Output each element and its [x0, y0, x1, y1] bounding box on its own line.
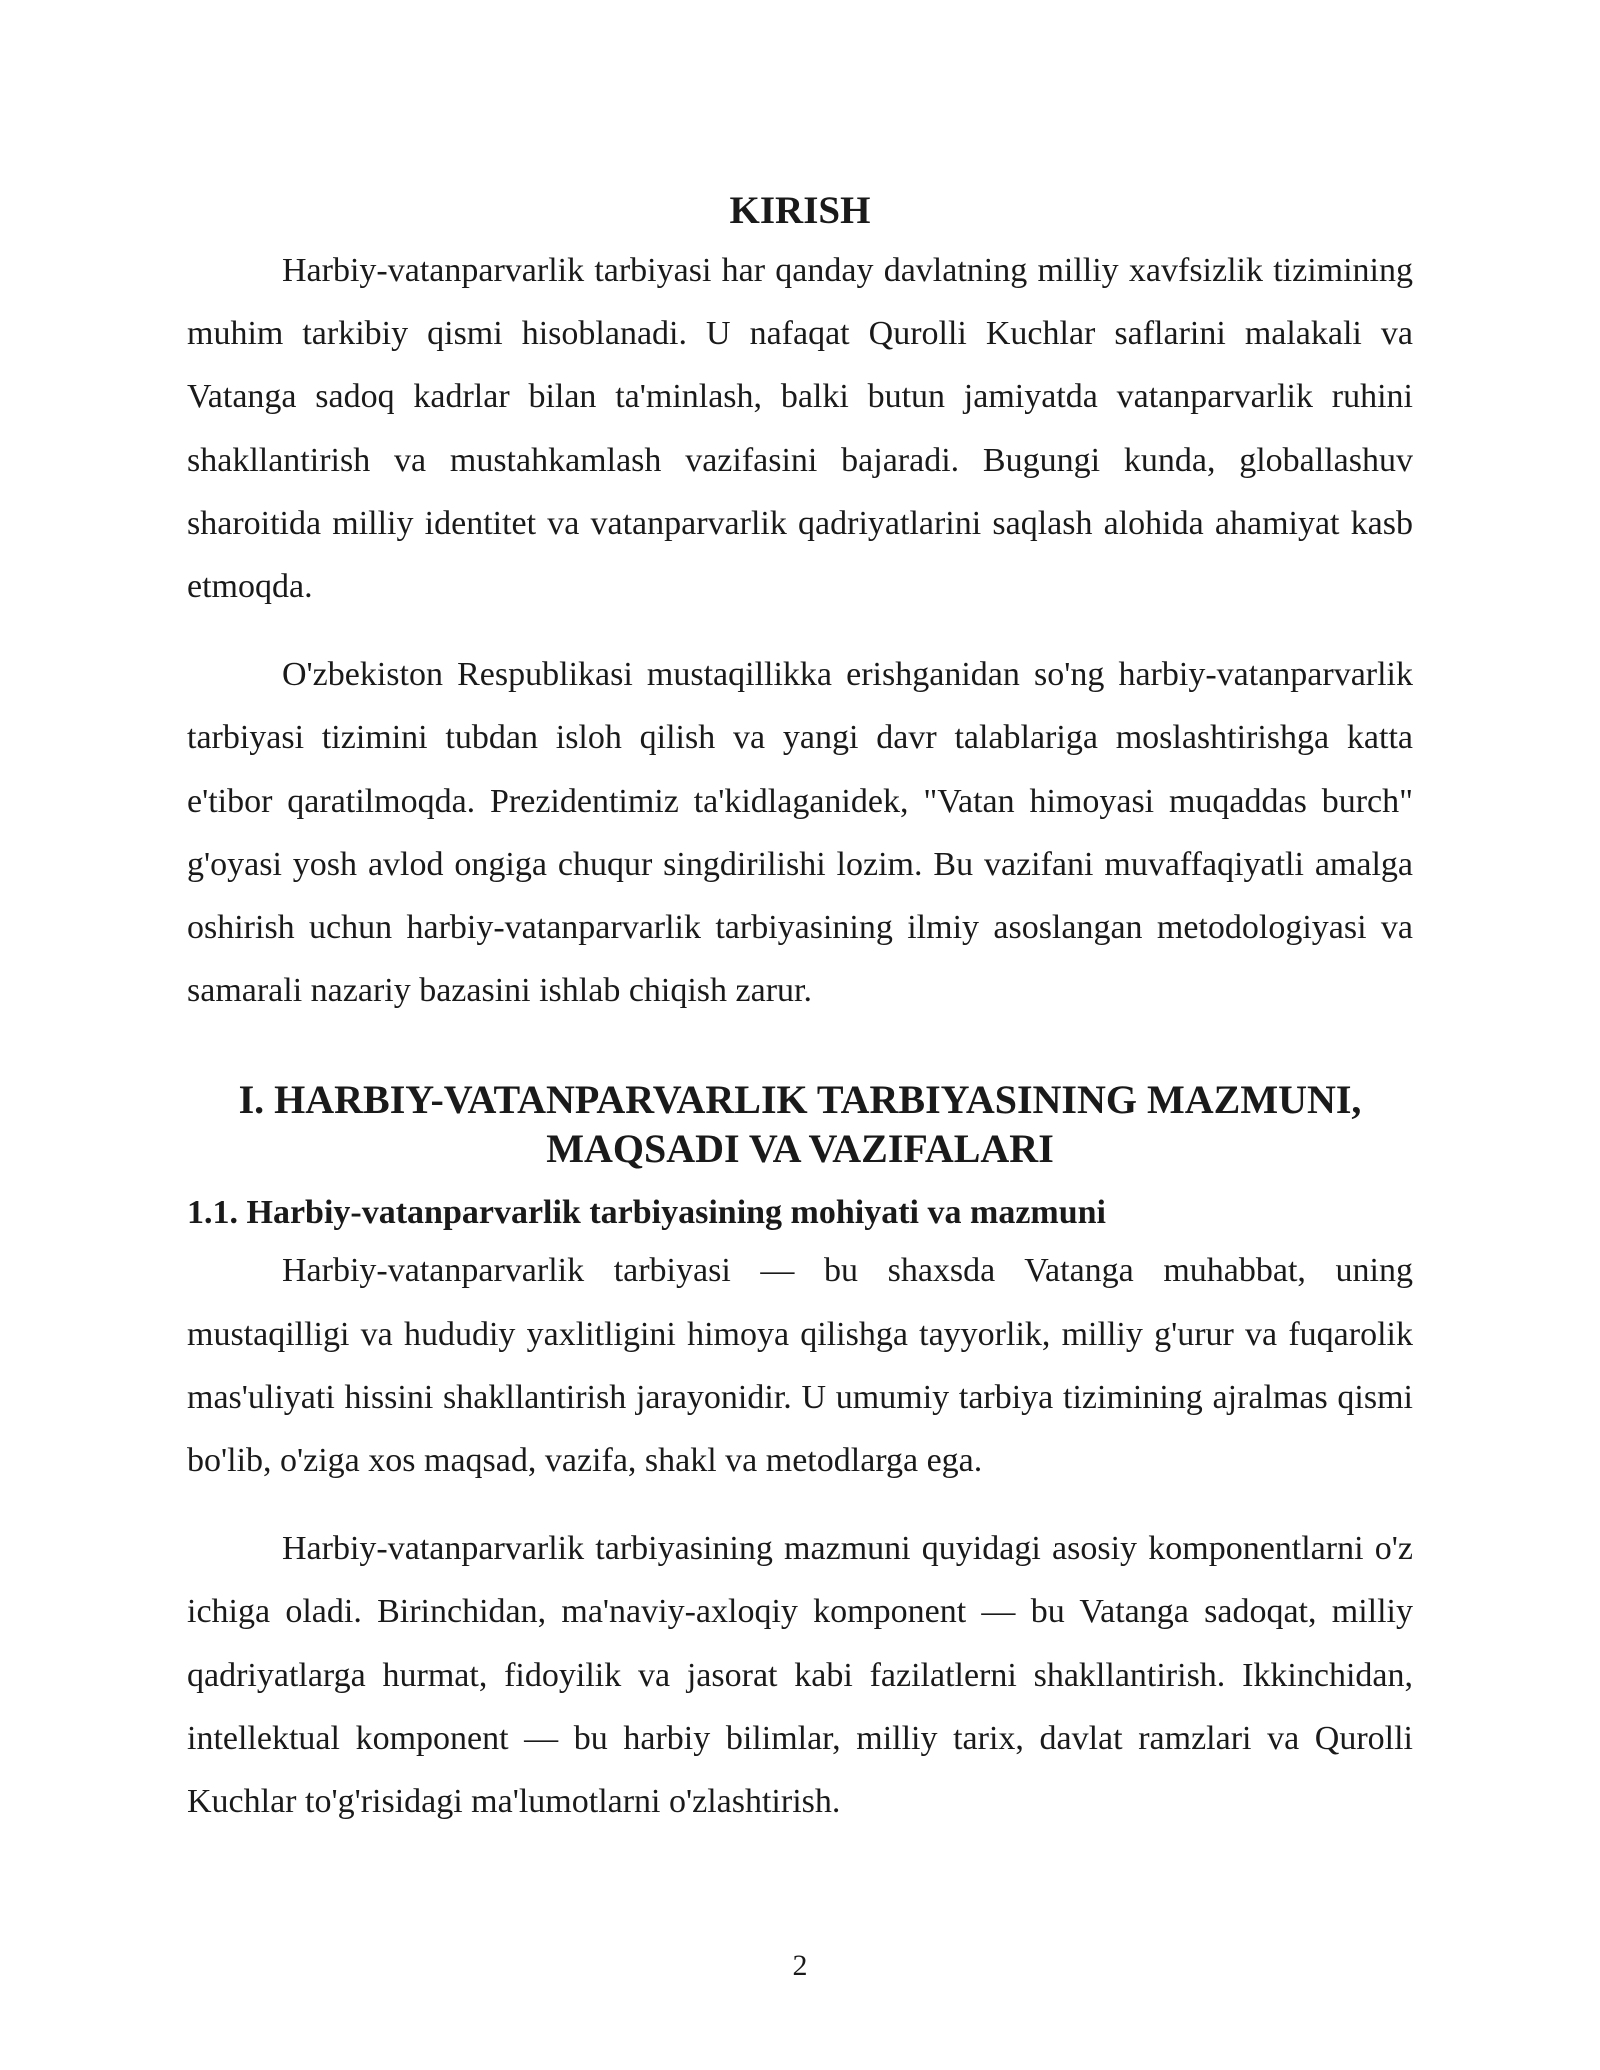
chapter-title-line-2: MAQSADI VA VAZIFALARI [546, 1126, 1054, 1172]
section-title: 1.1. Harbiy-vatanparvarlik tarbiyasining mohiyati va mazmuni [187, 1194, 1106, 1232]
section-paragraph-1: Harbiy-vatanparvarlik tarbiyasi — bu shaxsda Vatanga muhabbat, uning mustaqilligi va hududiy yaxlitligini himoya qilishga tayyorlik, milliy g'urur va fuqarolik mas'uliyati hissini shakllantirish jarayonidir. U umumiy tarbiya tizimining ajralmas qismi bo'lib, o'ziga xos maqsad, vazifa, shakl va metodlarga ega. [187, 1252, 1413, 1480]
chapter-title-line-1: I. HARBIY-VATANPARVARLIK TARBIYASINING MAZMUNI, [238, 1077, 1362, 1123]
intro-title: KIRISH [729, 189, 871, 232]
section-paragraph-2: Harbiy-vatanparvarlik tarbiyasining mazmuni quyidagi asosiy komponentlarni o'z ichiga oladi. Birinchidan, ma'naviy-axloqiy komponent — bu Vatanga sadoqat, milliy qadriyatlarga hurmat, fidoyilik va jasorat kabi fazilatlerni shakllantirish. Ikkinchidan, intellektual komponent — bu harbiy bilimlar, milliy tarix, davlat ramzlari va Qurolli Kuchlar to'g'risidagi ma'lumotlarni o'zlashtirish. [187, 1530, 1413, 1821]
intro-paragraph-2: O'zbekiston Respublikasi mustaqillikka erishganidan so'ng harbiy-vatanparvarlik tarbiyasi tizimini tubdan isloh qilish va yangi davr talablariga moslashtirishga katta e'tibor qaratilmoqda. Prezidentimiz ta'kidlaganidek, "Vatan himoyasi muqaddas burch" g'oyasi yosh avlod ongiga chuqur singdirilishi lozim. Bu vazifani muvaffaqiyatli amalga oshirish uchun harbiy-vatanparvarlik tarbiyasining ilmiy asoslangan metodologiyasi va samarali nazariy bazasini ishlab chiqish zarur. [187, 656, 1413, 1010]
intro-paragraph-1: Harbiy-vatanparvarlik tarbiyasi har qanday davlatning milliy xavfsizlik tizimining muhim tarkibiy qismi hisoblanadi. U nafaqat Qurolli Kuchlar saflarini malakali va Vatanga sadoq kadrlar bilan ta'minlash, balki butun jamiyatda vatanparvarlik ruhini shakllantirish va mustahkamlash vazifasini bajaradi. Bugungi kunda, globallashuv sharoitida milliy identitet va vatanparvarlik qadriyatlarini saqlash alohida ahamiyat kasb etmoqda. [187, 252, 1413, 606]
page-number: 2 [792, 1949, 808, 1982]
document-page [187, 186, 1413, 1833]
chapter-title [187, 1075, 1413, 1173]
